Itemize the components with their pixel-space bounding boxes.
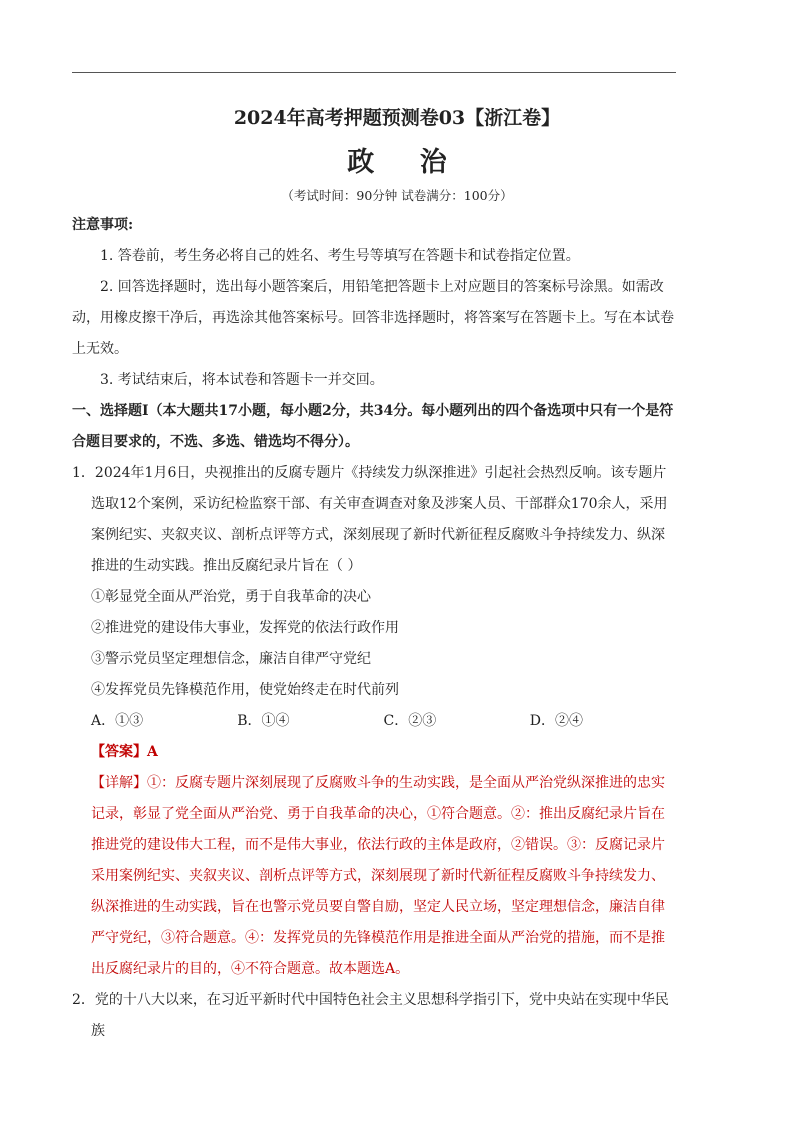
note-item-2: 2. 回答选择题时，选出每小题答案后，用铅笔把答题卡上对应题目的答案标号涂黑。如需改动，用橡皮擦干净后，再选涂其他答案标号。回答非选择题时，将答案写在答题卡上。写在本试卷上无效。 <box>72 279 674 357</box>
header-rule <box>72 72 676 73</box>
question-2-stem: 2．党的十八大以来，在习近平新时代中国特色社会主义思想科学指引下，党中央站在实现中华民族 <box>72 992 669 1039</box>
question-1-option-3: ③警示党员坚定理想信念，廉洁自律严守党纪 <box>91 651 371 667</box>
note-item-1: 1. 答卷前，考生务必将自己的姓名、考生号等填写在答题卡和试卷指定位置。 <box>100 248 580 264</box>
question-1-option-1: ①彰显党全面从严治党，勇于自我革命的决心 <box>91 589 371 605</box>
note-item-3: 3. 考试结束后，将本试卷和答题卡一并交回。 <box>100 372 384 388</box>
notes-section <box>72 210 676 1047</box>
choice-d: D．②④ <box>529 713 583 729</box>
exam-info: （考试时间：90分钟 试卷满分：100分） <box>281 188 513 203</box>
question-1-analysis: 【详解】①：反腐专题片深刻展现了反腐败斗争的生动实践，是全面从严治党纵深推进的忠实记录，彰显了党全面从严治党、勇于自我革命的决心，①符合题意。②：推出反腐纪录片旨在推进党的建设伟大工程，而不是伟大事业，依法行政的主体是政府，②错误。③：反腐记录片采用案例纪实、夹叙夹议、剖析点评等方式，深刻展现了新时代新征程反腐败斗争持续发力、纵深推进的生动实践，旨在也警示党员要自警自励，坚定人民立场，坚定理想信念，廉洁自律严守党纪，③符合题意。④：发挥党员的先锋模范作用是推进全面从严治党的措施，而不是推出反腐纪录片的目的，④不符合题意。故本题选A。 <box>91 775 665 977</box>
question-1-choices <box>72 706 676 737</box>
question-1-answer: 【答案】A <box>91 744 158 760</box>
question-1-option-4: ④发挥党员先锋模范作用，使党始终走在时代前列 <box>91 682 399 698</box>
subject-title: 政 治 <box>347 147 465 178</box>
choice-a: A．①③ <box>91 713 144 729</box>
section-heading: 一、选择题Ⅰ（本大题共17小题，每小题2分，共34分。每小题列出的四个备选项中只有一个是符合题目要求的，不选、多选、错选均不得分）。 <box>72 403 674 450</box>
question-1-option-2: ②推进党的建设伟大事业，发挥党的依法行政作用 <box>91 620 399 636</box>
question-1-stem: 1．2024年1月6日，央视推出的反腐专题片《持续发力纵深推进》引起社会热烈反响。该专题片选取12个案例，采访纪检监察干部、有关审查调查对象及涉案人员、干部群众170余人，采用案例纪实、夹叙夹议、剖析点评等方式，深刻展现了新时代新征程反腐败斗争持续发力、纵深推进的生动实践。推出反腐纪录片旨在（ ） <box>72 465 668 574</box>
choice-c: C．②③ <box>383 713 437 729</box>
choice-b: B．①④ <box>237 713 290 729</box>
notes-heading: 注意事项: <box>72 217 134 233</box>
exam-title: 2024年高考押题预测卷03【浙江卷】 <box>233 107 561 129</box>
